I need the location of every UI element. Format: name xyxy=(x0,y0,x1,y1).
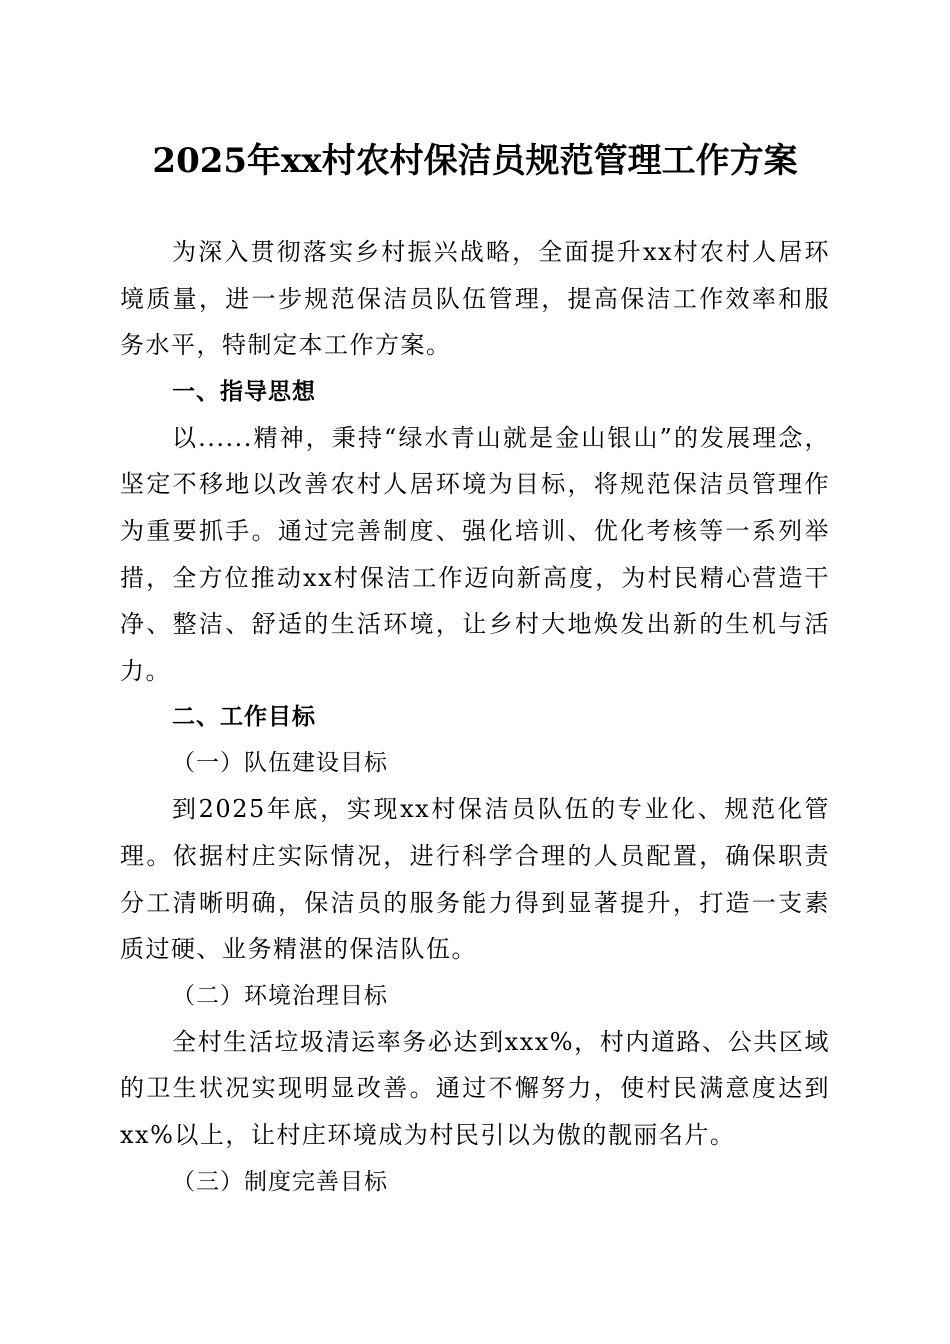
intro-paragraph: 为深入贯彻落实乡村振兴战略，全面提升xx村农村人居环境质量，进一步规范保洁员队伍管理，提高保洁工作效率和服务水平，特制定本工作方案。 xyxy=(120,238,830,360)
subsection-heading-environment: （二）环境治理目标 xyxy=(172,982,388,1009)
section-heading-guiding-ideology: 一、指导思想 xyxy=(172,378,316,405)
environment-paragraph: 全村生活垃圾清运率务必达到xxx%，村内道路、公共区域的卫生状况实现明显改善。通过不懈努力，使村民满意度达到xx%以上，让村庄环境成为村民引以为傲的靓丽名片。 xyxy=(120,1027,830,1149)
subsection-heading-system: （三）制度完善目标 xyxy=(172,1168,388,1195)
document-body xyxy=(120,229,830,1205)
guiding-ideology-paragraph: 以......精神，秉持“绿水青山就是金山银山”的发展理念，坚定不移地以改善农村人居环境为目标，将规范保洁员管理作为重要抓手。通过完善制度、强化培训、优化考核等一系列举措，全方位推动xx村保洁工作迈向新高度，为村民精心营造干净、整洁、舒适的生活环境，让乡村大地焕发出新的生机与活力。 xyxy=(120,423,830,685)
section-heading-work-goals: 二、工作目标 xyxy=(172,704,316,731)
subsection-heading-team-building: （一）队伍建设目标 xyxy=(172,750,388,777)
document-title: 2025年xx村农村保洁员规范管理工作方案 xyxy=(152,141,798,181)
team-building-paragraph: 到2025年底，实现xx村保洁员队伍的专业化、规范化管理。依据村庄实际情况，进行科学合理的人员配置，确保职责分工清晰明确，保洁员的服务能力得到显著提升，打造一支素质过硬、业务精湛的保洁队伍。 xyxy=(120,795,830,964)
